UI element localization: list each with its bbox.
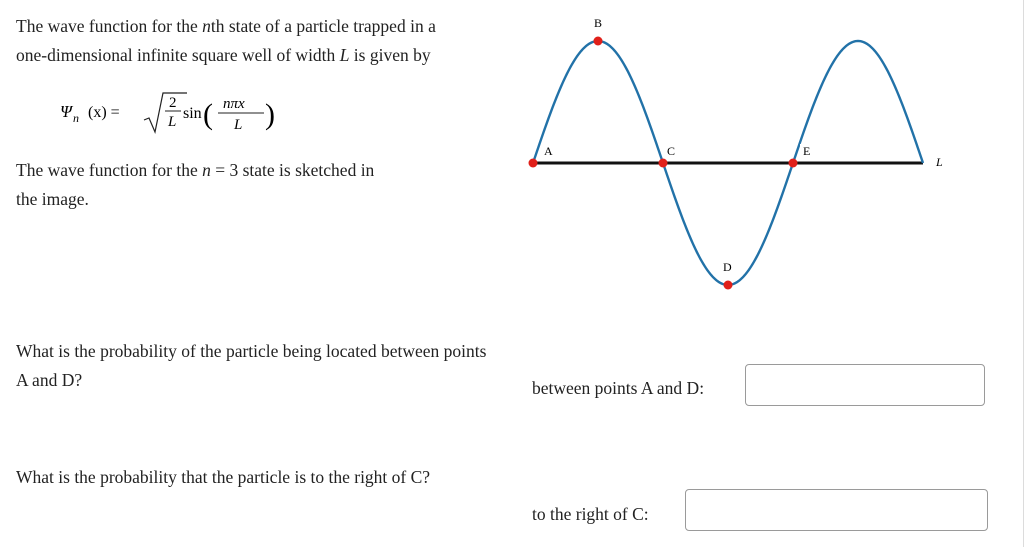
- point-marker-b: [594, 37, 603, 46]
- psi-argument: (x) =: [88, 104, 120, 121]
- question-1: What is the probability of the particle being located between points A and D?: [16, 341, 487, 390]
- argument-numerator: nπx: [223, 96, 245, 112]
- wave-diagram: [520, 0, 970, 310]
- wave-function-formula: [60, 84, 300, 144]
- point-label-a: A: [544, 144, 553, 158]
- point-label-c: C: [667, 144, 676, 158]
- psi-subscript: n: [73, 111, 79, 125]
- sqrt-denominator: L: [168, 114, 177, 130]
- point-marker-d: [724, 281, 733, 290]
- point-label-b: B: [594, 16, 603, 30]
- state-description: The wave function for the n = 3 state is sketched in the image.: [16, 160, 375, 209]
- point-label-e: E: [803, 144, 811, 158]
- answer-1-label: between points A and D:: [532, 378, 705, 398]
- point-marker-c: [659, 159, 668, 168]
- point-label-d: D: [723, 260, 732, 274]
- argument-denominator: L: [234, 117, 243, 133]
- sqrt-sign: [144, 93, 187, 132]
- point-marker-e: [789, 159, 798, 168]
- sqrt-numerator: 2: [169, 95, 177, 111]
- psi-symbol: Ψ: [60, 102, 72, 121]
- answer-2-input[interactable]: [685, 489, 988, 531]
- point-marker-a: [529, 159, 538, 168]
- question-2: What is the probability that the particle is to the right of C?: [16, 467, 431, 487]
- right-paren: ): [265, 98, 275, 131]
- answer-1-input[interactable]: [745, 364, 985, 406]
- left-paren: (: [203, 98, 213, 131]
- intro-text: The wave function for the nth state of a particle trapped in a one-dimensional infinite square well of width L is given by: [16, 16, 436, 65]
- answer-2-label: to the right of C:: [532, 504, 649, 524]
- sin-function: sin: [183, 105, 202, 122]
- end-label-l: L: [936, 155, 943, 169]
